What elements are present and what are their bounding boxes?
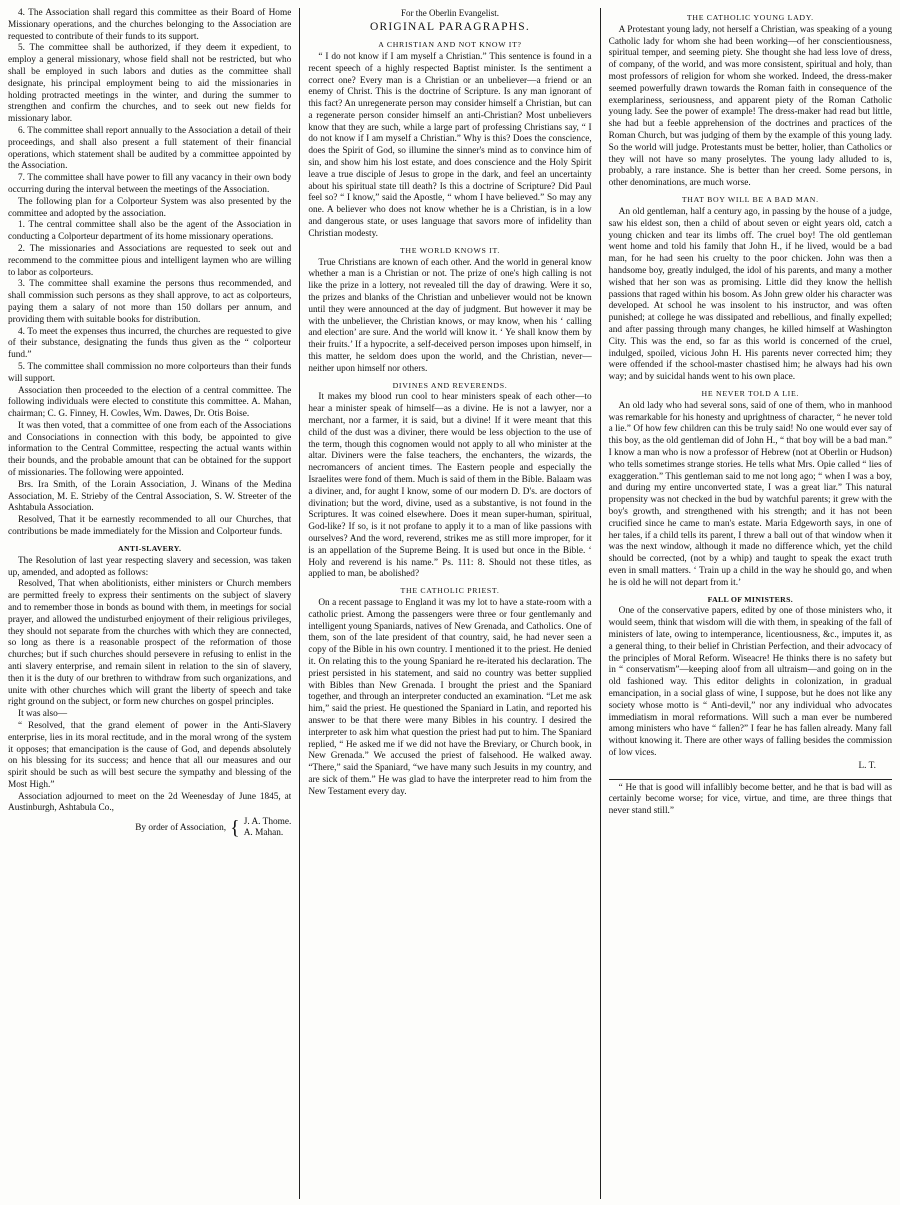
paragraph: The following plan for a Colporteur System was also presented by the committee and adopted by the association. xyxy=(8,196,292,219)
article-heading: THE CATHOLIC PRIEST. xyxy=(400,586,500,596)
paragraph: It was also— xyxy=(18,709,68,720)
paragraph: 7. The committee shall have power to fill any vacancy in their own body occurring during the interval between the meetings of the Association. xyxy=(8,173,292,195)
anti-slavery-section xyxy=(8,556,291,816)
paragraph: An old lady who had several sons, said of one of them, who in manhood was remarkable for his honesty and uprightness of character, “ he never told a lie.” Of how few children can this be truly said! No one would ever say of this boy, as the old gentleman did of John H., “ that boy will be a bad man.” I know a man who is now a professor of Hebrew (not at Oberlin or Hudson) who tells sometimes strange stories. He tells what Mrs. Opie called “ lies of exaggeration.” This gentleman said to me not long ago; “ when I was a boy, and during my entire unconverted state, I was a great liar.” This natural propensity was not checked in the bud by watchful parents; it grew with the boy's growth, and strengthened with his strength; and it has not been crucified since he came to man's estate. Maria Edgeworth says, in one of her tales, if a child tells its parent, I threw a ball out of that window when it was the next window, although it made no difference which, yet the child should be corrected, (not by a whip) and taught to speak the exact truth even in small matters. ‘ Train up a child in the way he should go, and when he is old he will not depart from it.’ xyxy=(608,400,892,588)
paragraph: True Christians are known of each other. And the world in general know whether a man is a Christian or not. The prize of one's high calling is not like the prize in a lottery, not revealed till the day of drawing. Were it so, the prizes and blanks of the Christian and unbeliever would not be known until they were announced at the day of judgment. But however it may be with the unbeliever, the Christian knows, or may know, when his ‘ calling and election’ are sure. And the world will know it. ‘ Ye shall know them by their fruits.’ If a hypocrite, a self-deceived person imposes upon himself, in this matter, he seldom does upon the world, and the Christian, never—neither upon himself nor others. xyxy=(308,257,592,374)
paragraph: 4. The Association shall regard this committee as their Board of Home Missionary operations, and the churches belonging to the Association are requested to contribute of their funds to its support. xyxy=(8,8,292,42)
paragraph: One of the conservative papers, edited by one of those ministers who, it would seem, think that wisdom will die with them, in speaking of the fall of ministers of late, owing to intemperance, licentiousness, &c., imputes it, as a general thing, to their belief in Christian Perfection, and their advocacy of the principles of Moral Reform. Wiseacre! He thinks there is no safety but in “ conservatism”—keeping aloof from all ultraism—and going on in the old fashioned way. This editor delights in colonization, in gradual emancipation, in a social glass of wine, I suppose, but he does not like any society whose motto is “ Anti-devil,” nor any individual who advocates immediatism in moral reformations. Will such a man ever be numbered among ministers who have “ fallen?” I fear he has fallen already. Many fall without knowing it. There are other ways of falling besides the commission of low vices. xyxy=(608,606,892,758)
paragraph: 2. The missionaries and Associations are requested to seek out and recommend to the committee pious and intelligent laymen who are willing to labor as colporteurs. xyxy=(8,243,292,278)
paragraph: 6. The committee shall report annually to the Association a detail of their proceedings, and shall also present a full statement of their financial operations, which statement shall be audited by a committee appointed by the Association. xyxy=(8,125,292,172)
column-right xyxy=(600,8,892,1199)
author-signature: L. T. xyxy=(858,760,876,771)
article-heading: FALL OF MINISTERS. xyxy=(707,594,793,604)
article-heading: HE NEVER TOLD A LIE. xyxy=(701,388,800,398)
article xyxy=(609,389,892,590)
paragraph: Brs. Ira Smith, of the Lorain Association, J. Winans of the Medina Association, M. E. Strieby of the Central Association, S. W. Streeter of the Ashtabula Association. xyxy=(8,479,292,514)
paragraph: 1. The central committee shall also be the agent of the Association in conducting a Colporteur department of its home missionary operations. xyxy=(8,220,292,243)
column-left xyxy=(8,8,291,1199)
by-order-text: By order of Association, xyxy=(135,822,227,833)
article xyxy=(609,595,892,760)
anti-slavery-heading: ANTI-SLAVERY. xyxy=(118,543,182,553)
committee-resolutions xyxy=(8,8,291,539)
paragraph: Resolved, That it be earnestly recommended to all our Churches, that contributions be made immediately for the Mission and Colporteur funds. xyxy=(8,515,292,538)
article-heading: DIVINES AND REVERENDS. xyxy=(392,380,508,390)
article xyxy=(308,586,591,798)
paragraph: Association then proceeded to the election of a central committee. The following individuals were elected to constitute this committee. A. Mahan, chairman; C. G. Finney, H. Cowles, Wm. Dawes, Dr. Otis Boise. xyxy=(8,385,292,420)
article-heading: A CHRISTIAN AND NOT KNOW IT? xyxy=(378,40,522,50)
section-title: ORIGINAL PARAGRAPHS. xyxy=(370,21,530,34)
paragraph: It makes my blood run cool to hear ministers speak of each other—to hear a minister speak of himself—as a divine. He is not a lawyer, nor a merchant, nor a farmer, it is said, but a divine! If it were meant that this child of the dust was a diviner, there would be less objection to the use of the term, though this cognomen would not apply to all who minister at the altar. Diviners were the false teachers, the enchanters, the wizards, the necromancers of ancient times. The Eastern people and especially the Israelites were fond of them. Much is said of them in the Bible. Balaam was a diviner, and, for aught I know, some of our modern D. D's. are doctors of divination; but the word, divine, used as a substantive, is not found in the Scriptures. It was coined elsewhere. Does it mean super-human, spiritual, God-like? If so, is it not profane to apply it to a man of like passions with ourselves? And the word, reverend, strikes me as still more improper, for it is an appellation of the Supreme Being. It is used but once in the Bible. ‘ Holy and reverend is his name.” Ps. 111: 8. Should not these titles, as applied to man, be abolished? xyxy=(308,392,592,580)
paragraph: The Resolution of last year respecting slavery and secession, was taken up, amended, and adopted as follows: xyxy=(8,555,292,578)
article-heading: THE WORLD KNOWS IT. xyxy=(399,245,501,255)
paragraph: Resolved, That when abolitionists, either ministers or Church members are permitted freely to express their sentiments on the subject of slavery and to remember those in bonds as bound with them, in meetings for social prayer, and allowed the undisturbed enjoyment of their religious privileges, they should not separate from the churches with which they are connected, so long as there is a reasonable prospect of the reformation of those churches; but if such churches should persevere in refusing to enlist in the anti slavery enterprise, and remain silent in relation to the sin of slavery, then it is the duty of our brethren to withdraw from such organizations, and unite with other churches which will grant the liberty of speech and take right ground on the subject, or form new churches on gospel principles. xyxy=(8,579,292,708)
article xyxy=(609,195,892,384)
paragraph: 4. To meet the expenses thus incurred, the churches are requested to give of their substance, designating the funds thus given as the “ colporteur fund.” xyxy=(8,326,292,361)
article xyxy=(308,246,591,376)
divider xyxy=(609,779,892,780)
paragraph: “ I do not know if I am myself a Christian.” This sentence is found in a recent speech of a highly respected Baptist minister. Is the sentiment a correct one? Every man is a Christian or an unbeliever—a friend or an enemy of Christ. This is the doctrine of Scripture. Is any man ignorant of this fact? An unregenerate person may consider himself a Christian, but can a regenerate person consider himself an anti-Christian? Most unbelievers know that they are such, while a large part of professing Christians say, “ I do not know if I am myself a Christian.” Why is this? Does the conscience, does the Spirit of God, so illumine the sinner's mind as to convince him of sin, and show him his lost estate, and does conscience and the Holy Spirit leave a true disciple of Jesus to grope in the dark, and feel an uncertainty about his spiritual state till death? Is this a doctrine of Scripture? Did Paul feel so? “ I know,” said the Apostle, “ whom I have believed.” So may any one. A believer who does not know whether he is a Christian, is in a low and dangerous state, or uses language that savors more of infidelity than Christian modesty. xyxy=(308,51,592,239)
article xyxy=(308,40,591,241)
article-list xyxy=(609,13,892,760)
paragraph: An old gentleman, half a century ago, in passing by the house of a judge, saw his eldest son, then a child of about seven or eight years old, catch a young chicken and tear its limbs off. The cruel boy! The old gentleman went home and told his family that John H., if he lived, would be a bad man, for he had seen his cruelty to the poor chicken. John was then a handsome boy, greatly indulged, the idol of his parents, and many a mother wished that her son was as promising. Little did they know the hellish passions that raged within his bosom. As John grew older his character was developed. At school he was insolent to his instructor, and was often punished; at college he was dissipated and rebellious, and finally expelled; and after passing through many changes, he killed himself at Washington City. This was the end, so far as this world is concerned of the cruel, indulged, spoiled, vicious John H. His parents never corrected him; they were offended if the school-master chastised him; he always had his own way; and by suicidal hands went to his own place. xyxy=(608,206,892,383)
paragraph: It was then voted, that a committee of one from each of the Associations and Consociations in connection with this body, be appointed to give information to the Central Committee, respecting the actual wants within their bounds, and the probable amount that can be obtained for the support of missionaries. The following were appointed. xyxy=(8,420,292,479)
article xyxy=(609,13,892,190)
signer-thome: J. A. Thome. xyxy=(243,817,292,828)
signer-mahan: A. Mahan. xyxy=(243,828,284,839)
paragraph: A Protestant young lady, not herself a Christian, was speaking of a young Catholic lady for whom she had been working—of her conscientiousness, spiritual temper, and seeming piety. She thought she had less love of dress, of company, of the world, and was more consistent, spiritual and holy, than most professors of religion for whom she worked. Indeed, the dress-maker seemed powerfully drawn towards the Roman faith in consequence of the exemplariness, seriousness, and apparent piety of the Roman Catholic young lady. See the power of example! The dress-maker had read but little, she had but a feeble apprehension of the doctrines and practices of the Roman Church, but was judging of them by the example of this young lady. So the world will judge. Protestants must be better, holier, than Catholics or they will not have so many proselytes. The young lady alluded to is, probably, a rare instance. She is better than her creed. Some persons, in other denominations, are much worse. xyxy=(608,24,892,189)
masthead: For the Oberlin Evangelist. xyxy=(401,8,499,18)
paragraph: On a recent passage to England it was my lot to have a state-room with a catholic priest. Among the passengers were three or four gentlemanly and intelligent young Spaniards, natives of New Grenada, and Catholics. One of them, son of the late president of that country, said, he had never seen a copy of the Bible in his own country. I mentioned it to the priest. He denied it. On relating this to the young Spaniard he re-iterated his declaration. The priest persisted in his statement, and said no country was better supplied with Bibles than New Grenada. I brought the priest and the Spaniard together, and through an interpreter conducted an examination. “Let me ask him,” said the priest. He questioned the Spaniard in Latin, and reported his answer to be that there were many Bibles in his country. I desired the interpreter to ask him what question the priest had put to him. The Spaniard replied, “ He asked me if we did not have the Breviary, or Church book, in New Grenada.” We accused the priest of falsehood. He walked away. “There,” said the Spaniard, “we have many such Jesuits in my country, and are sick of them.” He was glad to have the interpreter read to him from the New Testament every day. xyxy=(308,598,592,797)
signature-block xyxy=(8,817,291,839)
paragraph: Association adjourned to meet on the 2d Weenesday of June 1845, at Austinburgh, Ashtabula Co., xyxy=(8,791,292,814)
paragraph: 5. The committee shall be authorized, if they deem it expedient, to employ a general missionary, whose field shall not be restricted, but who shall be employed in such labors and duties as the committee shall designate, his principal employment being to aid the missionaries in holding protracted meetings in the winter, and during the summer to strengthen and confirm the churches, and to seek out new fields for missionary labor. xyxy=(8,43,292,125)
article-list xyxy=(308,40,591,799)
article-heading: THAT BOY WILL BE A BAD MAN. xyxy=(681,195,819,205)
article-heading: THE CATHOLIC YOUNG LADY. xyxy=(686,13,814,22)
article xyxy=(308,381,591,582)
paragraph: 5. The committee shall commission no more colporteurs than their funds will support. xyxy=(8,361,292,384)
brace-glyph: { xyxy=(230,817,240,840)
closing-quote: “ He that is good will infallibly become better, and he that is bad will as certainly become worse; for vice, virtue, and time, are three things that never stand still.” xyxy=(608,782,892,817)
column-middle xyxy=(299,8,591,1199)
paragraph: 3. The committee shall examine the persons thus recommended, and shall commission such persons as they shall approve, to act as colporteurs, paying them a salary of not more than 150 dollars per annum, and providing them with suitable books for distribution. xyxy=(8,279,292,325)
paragraph: “ Resolved, that the grand element of power in the Anti-Slavery enterprise, lies in its moral rectitude, and in the moral wrong of the system it opposes; that emancipation is the cause of God, and depends absolutely on his blessing for its success; and hence that all our measures and our spirit should be such as will best secure the sympathy and blessing of the Most High.” xyxy=(8,720,292,790)
